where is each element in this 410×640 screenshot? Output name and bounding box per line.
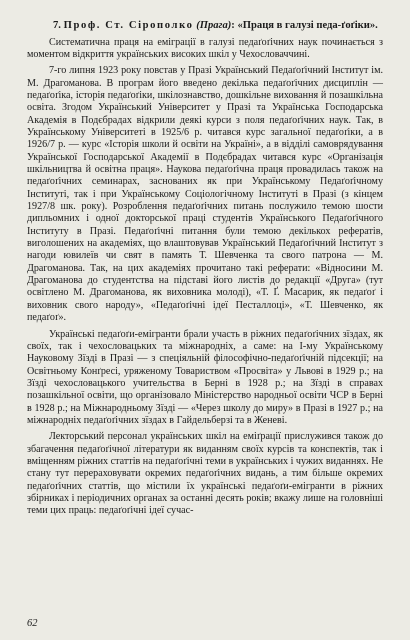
section-heading xyxy=(27,20,383,33)
paragraph-4: Лекторський персонал українських шкіл на еміґрації прислужився також до збагачення педаґоґічної літератури як виданням своїх курсів та конспектів, так і вміщенням ріжних статтів на педаґоґічні теми в українських і чужих виданнях. Не стану тут перераховувати окремих педаґоґічних видань, а тим більше окремих педаґоґічних статтів, що містили їх українські педаґоґи-емігранти в ріжних збірниках і періодичних органах за останні десять років; вкажу лише на головніші теми цих праць: педаґоґічні ідеї сучас- xyxy=(27,431,383,517)
paragraph-1: Систематична праця на еміграції в галузі педаґоґічних наук починається з моментом відкриття українських високих шкіл у Чехословаччині. xyxy=(27,36,383,60)
author-name: Проф. Ст. Сірополко xyxy=(63,20,194,31)
author-city: (Прага) xyxy=(196,20,232,31)
paragraph-2: 7-го липня 1923 року повстав у Празі Український Педаґоґічний Інститут ім. М. Драгоманова. В програм його введено декілька педаґоґічних дисциплін — педаґоґіка, історія педаґоґіки, шкілознавство, дошкільне виховання й позашкільна освіта. Згодом Український Університет у Празі та Українська Господарська Академія в Подєбрадах відкрили деякі курси з поля педаґоґічних наук. Так, в Українському Університеті в 1925/6 р. читався курс загальної педаґоґіки, а в 1926/7 р. — курс «Історія школи й освіти на Україні», а в відділі самоврядування Української Господарської Академії в Подєбрадах читався курс «Організація шкільництва й освітна праця». Наукова педаґоґічна праця провадилась також на педаґоґічних семинарах, заснованих як при Українському Педаґоґічному Інституті, так і при Українському Соціологічному Інституті в Празі (з кінцем 1927/8 шк. року). Розроблення педаґоґічних питань послужило темою шости дипльомних і одної докторської праці студентів Українського Педаґоґічного Інституту в Празі. Педаґоґічні питання були темою декількох рефератів, виголошених на академіях, що влаштовував Український Педаґоґічний Інститут з нагоди ювилеїв чи свят в память Т. Шевченка та свого патрона — М. Драгоманова. Так, на цих академіях прочитано такі реферати: «Відносини М. Драгоманова до студентства на підставі його листів до редакції «Друга» (тут освітлено М. Драгоманова, як виховника молоді), «Т. Ґ. Масарик, як педаґоґ і виховник свого народу», «Педаґоґічні ідеї Песталлоці», «Т. Шевченко, як педаґоґ». xyxy=(27,65,383,324)
section-number: 7. xyxy=(53,20,61,31)
body-text xyxy=(27,37,383,518)
paragraph-3: Українські педаґоґи-емігранти брали участь в ріжних педаґоґічних зїздах, як своїх, так і чехословацьких та міжнародніх, а саме: на I-му Українському Науковому Зїзді в Празі — з спеціяльній філософічно-педаґоґічній підсекції; на Освітньому Конґресі, уряженому Товариством «Просвіта» у Львові в 1929 р.; на Зїзді чехословацького учительства в Берні в 1928 р.; на Зїзді в справах позашкільної освіти, що організовало Міністерство народньої освіти ЧСР в Берні в 1928 р.; на Міжнародньому Зїзді — «Через школу до миру» в Празі в 1927 р.; на міжнародніх педаґоґічних зїздах в Гайдельберзі та в Женеві. xyxy=(27,328,383,426)
section-title: : «Праця в галузі педа-ґоґіки». xyxy=(231,20,378,31)
page-number: 62 xyxy=(27,618,38,629)
